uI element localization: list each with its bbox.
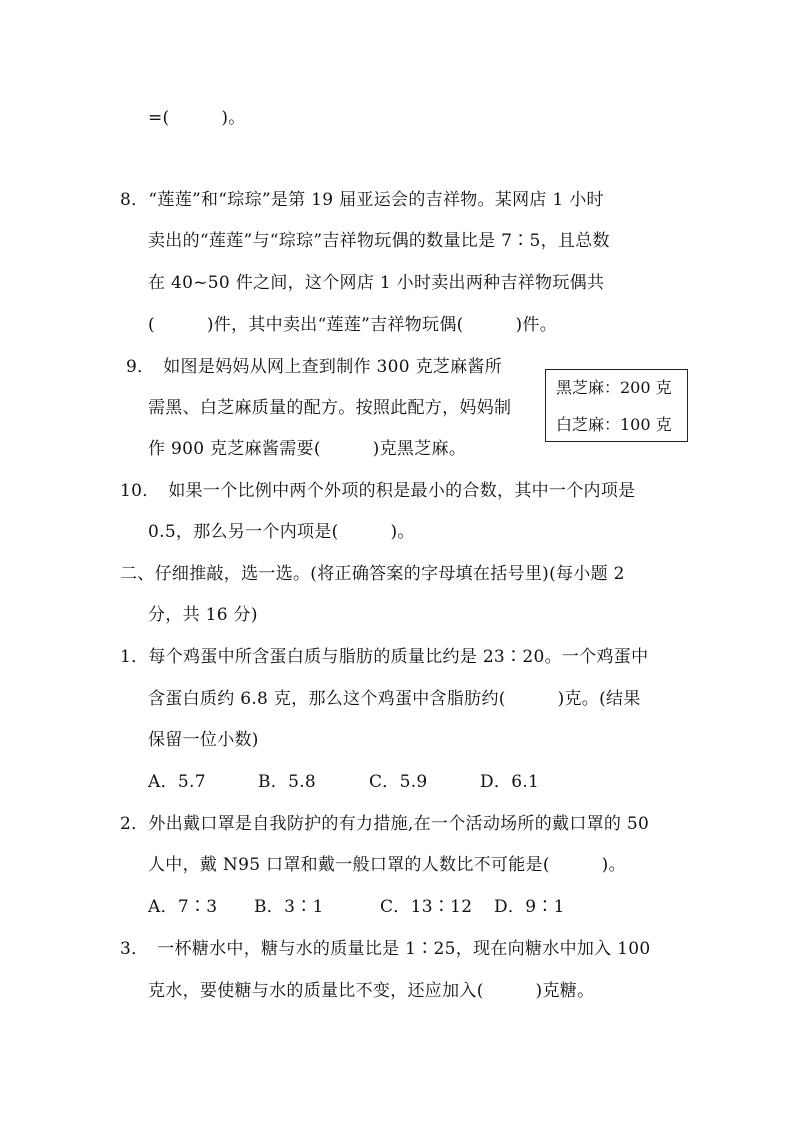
s2q2-option-c: C．13∶12 — [380, 897, 473, 917]
q7-answer-line: =( )。 — [148, 108, 246, 128]
s2q1-option-c: C．5.9 — [369, 772, 428, 792]
section-2-line-2: 分，共 16 分) — [148, 605, 258, 625]
q8-line-2: 卖出的“莲莲”与“琮琮”吉祥物玩偶的数量比是 7∶5，且总数 — [148, 231, 610, 251]
s2q3-line-2: 克水，要使糖与水的质量比不变，还应加入( )克糖。 — [148, 981, 595, 1001]
q10-line-1: 10． 如果一个比例中两个外项的积是最小的合数，其中一个内项是 — [120, 481, 636, 501]
q9-line-2: 需黑、白芝麻质量的配方。按照此配方，妈妈制 — [148, 398, 512, 418]
recipe-white-sesame: 白芝麻：100 克 — [556, 415, 672, 434]
s2q2-option-a: A．7∶3 — [148, 897, 218, 917]
s2q2-line-2: 人中，戴 N95 口罩和戴一般口罩的人数比不可能是( )。 — [148, 855, 626, 875]
s2q1-option-d: D．6.1 — [480, 772, 540, 792]
q9-line-1: 9． 如图是妈妈从网上查到制作 300 克芝麻酱所 — [126, 357, 503, 377]
q8-line-4: ( )件，其中卖出“莲莲”吉祥物玩偶( )件。 — [148, 315, 558, 335]
s2q1-option-a: A．5.7 — [148, 772, 206, 792]
recipe-black-sesame: 黑芝麻：200 克 — [556, 378, 672, 397]
s2q1-line-3: 保留一位小数) — [148, 730, 259, 750]
q8-line-3: 在 40~50 件之间，这个网店 1 小时卖出两种吉祥物玩偶共 — [148, 273, 605, 293]
q10-line-2: 0.5，那么另一个内项是( )。 — [148, 522, 415, 542]
recipe-box — [545, 369, 688, 442]
s2q3-line-1: 3． 一杯糖水中，糖与水的质量比是 1∶25，现在向糖水中加入 100 — [120, 939, 651, 959]
s2q1-line-1: 1．每个鸡蛋中所含蛋白质与脂肪的质量比约是 23∶20。一个鸡蛋中 — [120, 647, 649, 667]
s2q1-option-b: B．5.8 — [258, 772, 317, 792]
s2q2-option-b: B．3∶1 — [254, 897, 324, 917]
q8-line-1: 8．“莲莲”和“琮琮”是第 19 届亚运会的吉祥物。某网店 1 小时 — [120, 190, 604, 210]
section-2-line-1: 二、仔细推敲，选一选。(将正确答案的字母填在括号里)(每小题 2 — [120, 564, 625, 584]
s2q2-line-1: 2．外出戴口罩是自我防护的有力措施,在一个活动场所的戴口罩的 50 — [120, 814, 650, 834]
s2q1-line-2: 含蛋白质约 6.8 克，那么这个鸡蛋中含脂肪约( )克。(结果 — [148, 689, 641, 709]
q9-line-3: 作 900 克芝麻酱需要( )克黑芝麻。 — [148, 439, 467, 459]
s2q2-option-d: D．9∶1 — [494, 897, 565, 917]
